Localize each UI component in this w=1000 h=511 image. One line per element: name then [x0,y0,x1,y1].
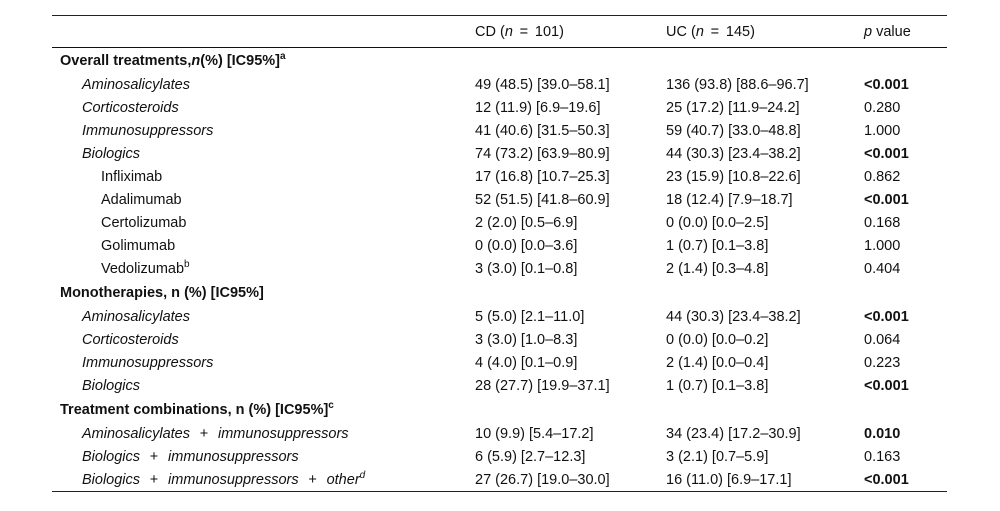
cd-value: 2 (2.0) [0.5–6.9] [475,214,578,231]
p-value: 0.168 [864,214,901,231]
p-value: 0.010 [864,425,901,442]
uc-value: 3 (2.1) [0.7–5.9] [666,448,769,465]
row-label-text: Aminosalicylates [82,76,190,93]
row-label [82,309,190,325]
cd-value: 28 (27.7) [19.9–37.1] [475,377,610,394]
cd-value: 10 (9.9) [5.4–17.2] [475,425,594,442]
row-label-text: Infliximab [101,168,163,185]
row-label-part: immunosuppressors [168,448,299,465]
p-value: <0.001 [864,308,909,325]
footnote-mark: b [184,258,190,270]
uc-value: 44 (30.3) [23.4–38.2] [666,308,801,325]
header-uc: UC (n = 145) [666,23,755,40]
row-label-part: Biologics [82,448,141,465]
section-title-rest: (%) [IC95%] [200,52,280,69]
table-row [52,257,947,280]
row-label [82,100,179,116]
row-label [82,123,213,139]
row-label-part: Aminosalicylates [82,425,190,442]
uc-value: 0 (0.0) [0.0–2.5] [666,214,769,231]
cd-value: 52 (51.5) [41.8–60.9] [475,191,610,208]
row-label-text: Corticosteroids [82,99,179,116]
footnote-mark: d [359,469,366,481]
uc-value: 136 (93.8) [88.6–96.7] [666,76,809,93]
section-heading-row [52,48,947,73]
cd-value: 6 (5.9) [2.7–12.3] [475,448,586,465]
row-label [82,449,299,465]
p-value: 1.000 [864,237,901,254]
table-row [52,351,947,374]
uc-value: 1 (0.7) [0.1–3.8] [666,237,769,254]
section-title-text: Monotherapies, n (%) [IC95%] [60,284,264,301]
plus-sign: + [149,448,159,465]
table-row [52,188,947,211]
uc-value: 1 (0.7) [0.1–3.8] [666,377,769,394]
section-title [60,399,334,418]
p-value: 0.223 [864,354,901,371]
section-heading-row [52,280,947,305]
table-row [52,119,947,142]
uc-value: 0 (0.0) [0.0–0.2] [666,331,769,348]
uc-value: 44 (30.3) [23.4–38.2] [666,145,801,162]
header-pvalue: p value [864,23,911,40]
row-label [101,215,186,231]
row-label-text: Aminosalicylates [82,308,190,325]
row-label-text: Adalimumab [101,191,182,208]
table-row [52,374,947,397]
p-value: <0.001 [864,377,909,394]
uc-value: 34 (23.4) [17.2–30.9] [666,425,801,442]
row-label-text: Golimumab [101,237,176,254]
table-row [52,142,947,165]
cd-value: 3 (3.0) [1.0–8.3] [475,331,578,348]
uc-value: 16 (11.0) [6.9–17.1] [666,471,792,488]
row-label [101,169,162,185]
section-title-text: Treatment combinations, n (%) [IC95%] [60,401,329,418]
p-value: 0.064 [864,331,901,348]
row-label-part: immunosuppressors [218,425,349,442]
row-label-text: Biologics [82,377,141,394]
bottom-rule [52,491,947,492]
table-row [52,422,947,445]
section-title [60,285,264,301]
row-label [82,77,190,93]
row-label-text: Immunosuppressors [82,354,214,371]
row-label-text: Immunosuppressors [82,122,214,139]
section-heading-row [52,397,947,422]
table-row [52,165,947,188]
cd-value: 12 (11.9) [6.9–19.6] [475,99,601,116]
results-table [52,15,947,492]
p-value: 1.000 [864,122,901,139]
cd-value: 74 (73.2) [63.9–80.9] [475,145,610,162]
cd-value: 17 (16.8) [10.7–25.3] [475,168,610,185]
row-label-part: immunosuppressors [168,471,299,488]
uc-value: 18 (12.4) [7.9–18.7] [666,191,793,208]
row-label-text: Corticosteroids [82,331,179,348]
p-value: 0.862 [864,168,901,185]
p-value: <0.001 [864,191,909,208]
table-body [52,48,947,491]
section-title [60,50,286,69]
row-label-text: Vedolizumab [101,260,185,277]
uc-value: 2 (1.4) [0.3–4.8] [666,260,769,277]
table-row [52,96,947,119]
table-row [52,305,947,328]
cd-value: 5 (5.0) [2.1–11.0] [475,308,585,325]
plus-sign: + [199,425,209,442]
p-value: 0.280 [864,99,901,116]
uc-value: 25 (17.2) [11.9–24.2] [666,99,800,116]
section-title-text: Overall treatments, [60,52,192,69]
p-value: 0.404 [864,260,901,277]
footnote-mark: a [280,50,286,62]
row-label-text: Biologics [82,145,141,162]
uc-value: 23 (15.9) [10.8–22.6] [666,168,801,185]
cd-value: 3 (3.0) [0.1–0.8] [475,260,578,277]
header-row [52,16,947,47]
cd-value: 49 (48.5) [39.0–58.1] [475,76,610,93]
p-value: 0.163 [864,448,901,465]
row-label [82,378,140,394]
row-label [101,192,182,208]
cd-value: 41 (40.6) [31.5–50.3] [475,122,610,139]
section-title-n: n [191,52,201,69]
row-label [82,146,140,162]
row-label [82,426,349,442]
p-value: <0.001 [864,471,909,488]
row-label [82,355,213,371]
row-label [101,258,190,277]
row-label-text: Certolizumab [101,214,187,231]
row-label [82,332,179,348]
table-row [52,234,947,257]
cd-value: 4 (4.0) [0.1–0.9] [475,354,578,371]
row-label [82,469,366,488]
cd-value: 27 (26.7) [19.0–30.0] [475,471,610,488]
plus-sign: + [308,471,317,488]
header-cd: CD (n = 101) [475,23,564,40]
uc-value: 2 (1.4) [0.0–0.4] [666,354,769,371]
table-row [52,328,947,351]
row-label [101,238,175,254]
table-row [52,73,947,96]
row-label-part: other [326,471,360,488]
footnote-mark: c [328,399,334,411]
row-label-part: Biologics [82,471,141,488]
table-row [52,468,947,491]
cd-value: 0 (0.0) [0.0–3.6] [475,237,578,254]
table-row [52,445,947,468]
table-row [52,211,947,234]
uc-value: 59 (40.7) [33.0–48.8] [666,122,801,139]
plus-sign: + [149,471,159,488]
p-value: <0.001 [864,76,909,93]
p-value: <0.001 [864,145,909,162]
